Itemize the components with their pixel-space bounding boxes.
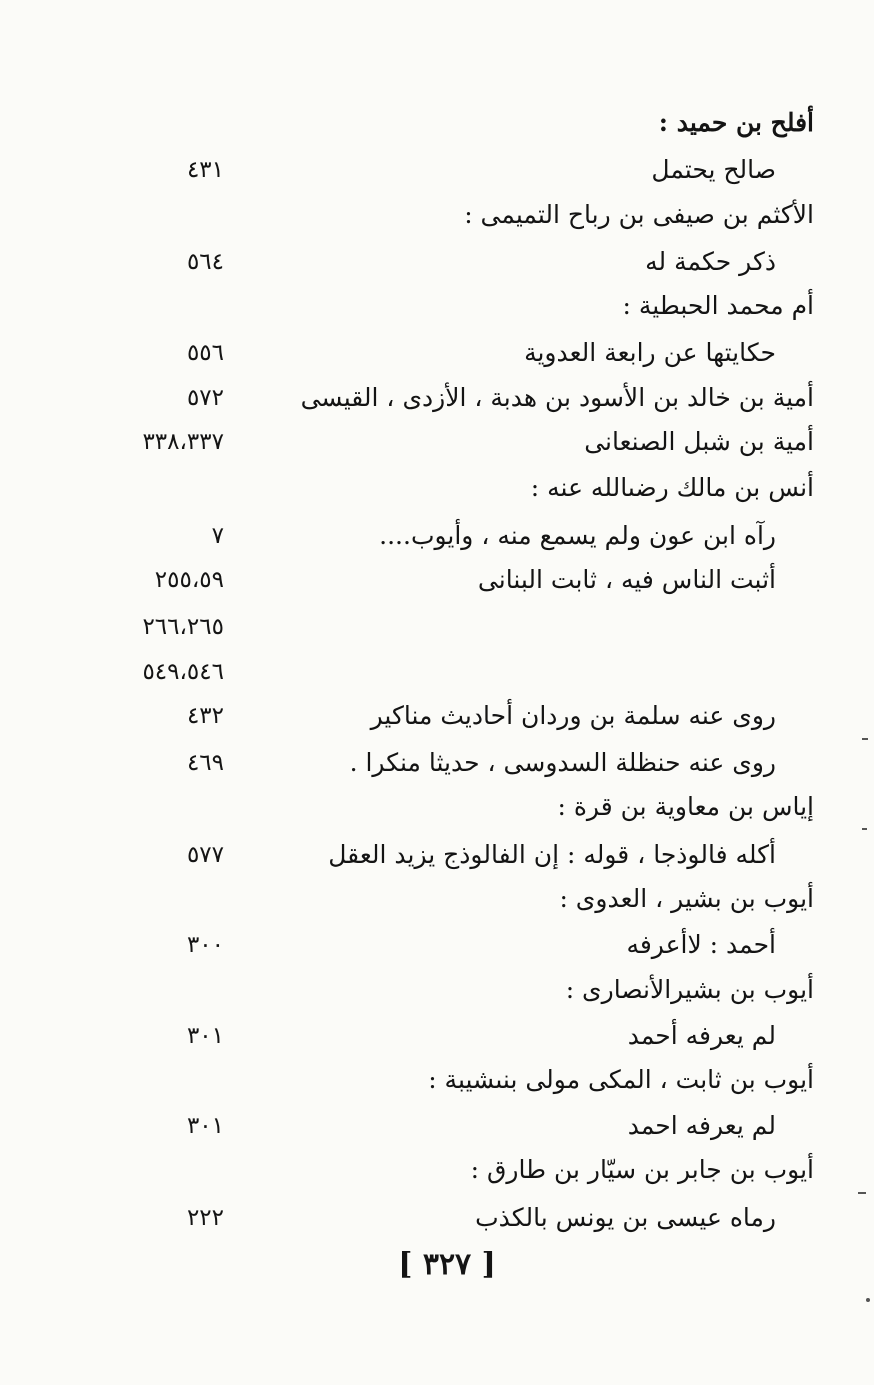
- entry-text: أفلح بن حميد :: [658, 108, 814, 137]
- entry-page-ref: ٥٥٦: [186, 340, 224, 366]
- entry-page-ref: ٤٦٩: [186, 750, 224, 776]
- entry-page-ref: ٣٠٠: [186, 932, 224, 958]
- index-entry: [0, 558, 874, 602]
- entry-page-ref: ٢٦٦،٢٦٥: [142, 614, 224, 640]
- entry-text: أمية بن خالد بن الأسود بن هدبة ، الأزدى ، القيسى: [300, 383, 814, 412]
- index-entry: [0, 284, 874, 328]
- entry-text: الأكثم بن صيفى بن رباح التميمى :: [464, 200, 814, 229]
- entry-text: أكله فالوذجا ، قوله : إن الفالوذج يزيد العقل: [328, 840, 776, 869]
- entry-text: صالح يحتمل: [651, 155, 776, 184]
- entry-page-ref: ٢٥٥،٥٩: [154, 567, 224, 593]
- entry-page-ref: ٣٠١: [186, 1113, 224, 1139]
- entry-page-ref: [128, 1058, 224, 1102]
- entry-text: أمية بن شبل الصنعانى: [584, 427, 814, 456]
- entry-text: إياس بن معاوية بن قرة :: [557, 792, 814, 821]
- entry-page-ref: ٧: [211, 523, 224, 549]
- entry-page-ref: [128, 284, 224, 328]
- entry-page-ref: ٥٧٢: [186, 385, 224, 411]
- index-entry: [0, 785, 874, 829]
- entry-page-ref: [128, 466, 224, 510]
- entry-page-ref: [128, 193, 224, 237]
- entry-page-ref: [128, 1148, 224, 1192]
- index-entry: [0, 466, 874, 510]
- scan-mark: [862, 738, 868, 740]
- entry-text: رآه ابن عون ولم يسمع منه ، وأيوب....: [379, 521, 776, 550]
- index-entry: [0, 1196, 874, 1240]
- index-entry: [0, 148, 874, 192]
- entry-page-ref: [128, 785, 224, 829]
- entry-text: روى عنه حنظلة السدوسى ، حديثا منكرا .: [349, 748, 776, 777]
- entry-text: أيوب بن بشيرالأنصارى :: [565, 975, 814, 1004]
- index-entry: [0, 605, 874, 649]
- entry-text: أم محمد الحبطية :: [622, 291, 814, 320]
- entry-page-ref: [128, 101, 224, 145]
- entry-page-ref: ٥٤٩،٥٤٦: [142, 659, 224, 685]
- entry-text: أحمد : لاأعرفه: [626, 930, 776, 959]
- index-entry: [0, 1058, 874, 1102]
- entry-text: روى عنه سلمة بن وردان أحاديث مناكير: [370, 701, 776, 730]
- entry-page-ref: [128, 968, 224, 1012]
- scan-mark: [862, 828, 867, 830]
- scan-mark: [858, 1192, 866, 1194]
- entry-page-ref: [128, 877, 224, 921]
- entry-page-ref: ٢٢٢: [186, 1205, 224, 1231]
- index-entry: [0, 331, 874, 375]
- index-entry: [0, 833, 874, 877]
- entry-text: أثبت الناس فيه ، ثابت البنانى: [477, 565, 776, 594]
- index-entry: [0, 514, 874, 558]
- scan-mark: [866, 1298, 870, 1302]
- index-entry: [0, 420, 874, 464]
- index-entry: [0, 741, 874, 785]
- entry-text: أيوب بن جابر بن سيّار بن طارق :: [470, 1155, 814, 1184]
- entry-text: ذكر حكمة له: [645, 247, 776, 276]
- entry-page-ref: ٣٠١: [186, 1023, 224, 1049]
- entry-page-ref: ٤٣٢: [186, 703, 224, 729]
- index-entry: [0, 877, 874, 921]
- index-entry: [0, 240, 874, 284]
- entry-text: أيوب بن بشير ، العدوى :: [559, 884, 814, 913]
- index-entry: [0, 376, 874, 420]
- entry-page-ref: ٤٣١: [186, 157, 224, 183]
- entry-page-ref: ٥٦٤: [186, 249, 224, 275]
- index-entry: [0, 1148, 874, 1192]
- entry-text: رماه عيسى بن يونس بالكذب: [475, 1203, 776, 1232]
- page-number: [ ٣٢٧ ]: [398, 1247, 496, 1282]
- entry-text: أنس بن مالك رضىالله عنه :: [530, 473, 814, 502]
- entry-text: لم يعرفه احمد: [627, 1111, 776, 1140]
- index-entry: [0, 650, 874, 694]
- index-entry: [0, 193, 874, 237]
- entry-text: أيوب بن ثابت ، المكى مولى بنىشيبة :: [428, 1065, 814, 1094]
- index-entry: [0, 1104, 874, 1148]
- index-entry: [0, 968, 874, 1012]
- entry-text: لم يعرفه أحمد: [627, 1021, 776, 1050]
- index-entry: [0, 923, 874, 967]
- index-entry: [0, 1014, 874, 1058]
- entry-page-ref: ٣٣٨،٣٣٧: [142, 429, 224, 455]
- entry-page-ref: ٥٧٧: [186, 842, 224, 868]
- entry-text: حكايتها عن رابعة العدوية: [524, 338, 776, 367]
- index-entry: [0, 694, 874, 738]
- index-entry: [0, 101, 874, 145]
